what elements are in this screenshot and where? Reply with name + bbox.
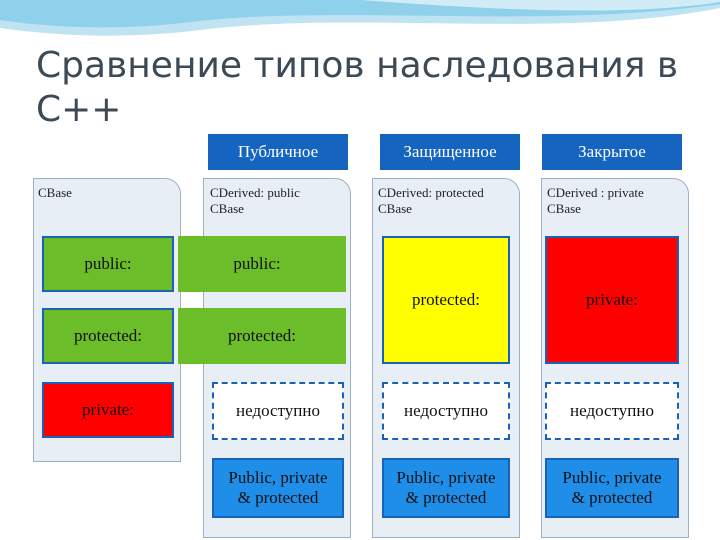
public-public-label: public:	[233, 254, 281, 273]
protected-all-line1: Public, private	[396, 468, 496, 487]
public-all-line1: Public, private	[228, 468, 328, 487]
column-label-protected-line1: CDerived: protected	[378, 185, 484, 200]
base-private-box: private:	[42, 382, 174, 438]
protected-protected-box: protected:	[382, 236, 510, 364]
private-unavailable-box: недоступно	[545, 382, 679, 440]
column-label-private	[547, 185, 644, 217]
public-unavailable-box: недоступно	[212, 382, 344, 440]
public-all-line2: & protected	[237, 488, 319, 507]
public-protected-box	[178, 308, 346, 364]
column-label-private-line1: CDerived : private	[547, 185, 644, 200]
private-all-line2: & protected	[571, 488, 653, 507]
public-protected-label: protected:	[228, 326, 296, 345]
public-public-box	[178, 236, 346, 292]
column-label-protected	[378, 185, 484, 217]
slide-title: Сравнение типов наследования в C++	[36, 45, 679, 130]
header-private-inheritance: Закрытое	[542, 134, 682, 170]
private-all-line1: Public, private	[562, 468, 662, 487]
protected-all-line2: & protected	[405, 488, 487, 507]
column-label-private-line2: CBase	[547, 201, 581, 216]
column-label-public	[210, 185, 300, 217]
column-label-public-line2: CBase	[210, 201, 244, 216]
header-public-inheritance: Публичное	[208, 134, 348, 170]
column-label-public-line1: CDerived: public	[210, 185, 300, 200]
base-protected-box: protected:	[42, 308, 174, 364]
column-label-protected-line2: CBase	[378, 201, 412, 216]
base-public-box: public:	[42, 236, 174, 292]
protected-all-members-box	[382, 458, 510, 518]
private-all-members-box	[545, 458, 679, 518]
public-all-members-box	[212, 458, 344, 518]
column-label-cbase: CBase	[38, 185, 72, 200]
private-private-box: private:	[545, 236, 679, 364]
header-protected-inheritance: Защищенное	[380, 134, 520, 170]
protected-unavailable-box: недоступно	[382, 382, 510, 440]
